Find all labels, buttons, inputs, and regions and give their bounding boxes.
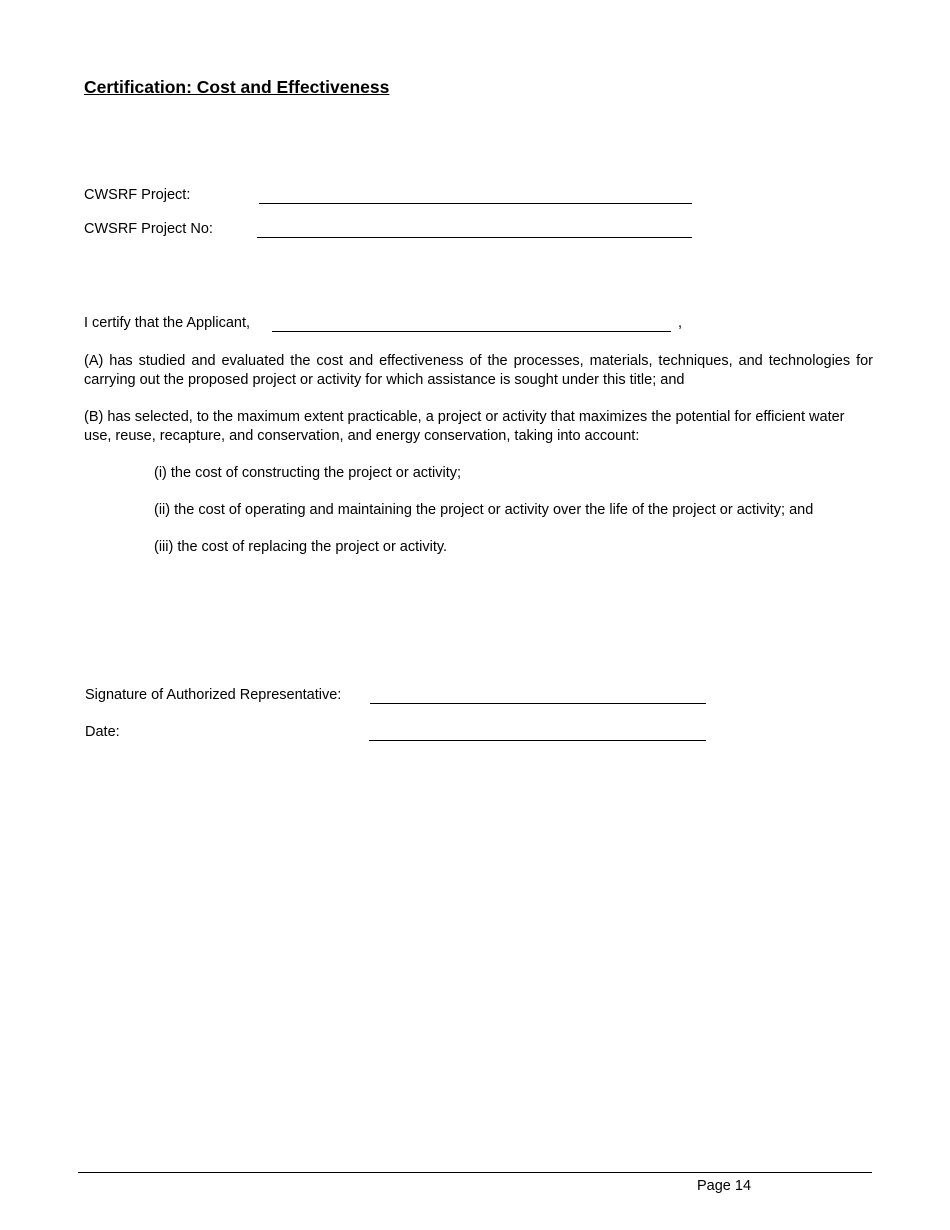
list-item-ii: (ii) the cost of operating and maintaining the project or activity over the life of the project or activity; and (154, 502, 814, 518)
list-item-i: (i) the cost of constructing the project or activity; (154, 465, 462, 481)
signature-label: Signature of Authorized Representative: (85, 687, 342, 703)
cwsrf-project-no-field[interactable] (257, 237, 692, 238)
footer-divider (78, 1172, 872, 1173)
applicant-suffix: , (678, 315, 683, 331)
page-title: Certification: Cost and Effectiveness (84, 77, 390, 97)
cwsrf-project-no-label: CWSRF Project No: (84, 221, 213, 237)
cwsrf-project-label: CWSRF Project: (84, 187, 191, 203)
applicant-name-field[interactable] (272, 331, 671, 332)
paragraph-b: (B) has selected, to the maximum extent practicable, a project or activity that maximizes the potential for efficient water use, reuse, recapture, and conservation, and energy conservation, taking into account: (84, 409, 845, 444)
signature-field[interactable] (370, 703, 706, 704)
list-item-iii: (iii) the cost of replacing the project or activity. (154, 539, 448, 555)
date-label: Date: (85, 724, 120, 740)
date-field[interactable] (369, 740, 706, 741)
cwsrf-project-field[interactable] (259, 203, 692, 204)
applicant-prefix: I certify that the Applicant, (84, 315, 251, 331)
page-number: Page 14 (697, 1178, 752, 1194)
paragraph-a: (A) has studied and evaluated the cost and effectiveness of the processes, materials, techniques, and technologies for carrying out the proposed project or activity for which assistance is sought under this title; and (84, 353, 873, 388)
